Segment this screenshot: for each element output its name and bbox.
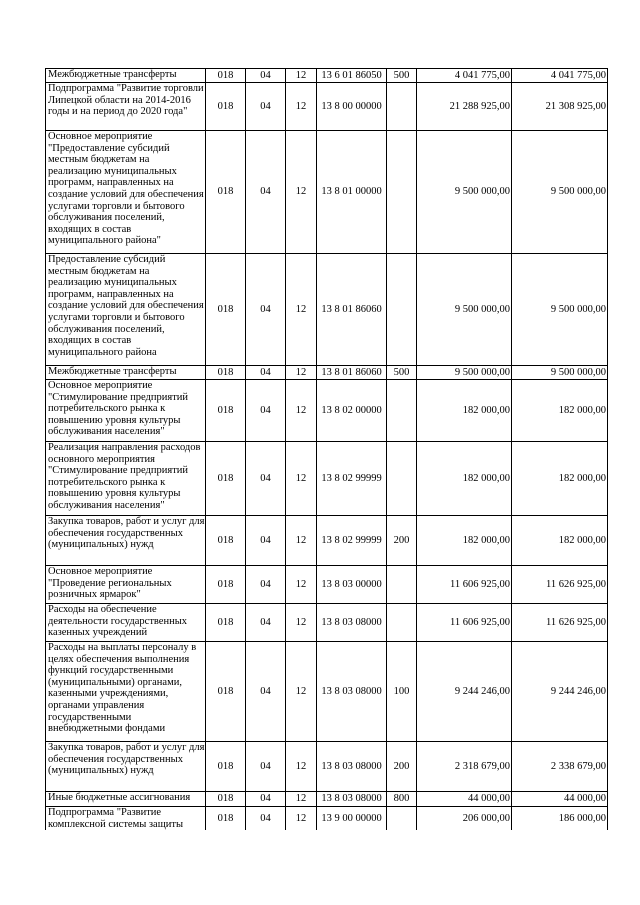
amount-year2-cell: 9 500 000,00	[512, 131, 608, 254]
subsection-cell: 12	[286, 83, 317, 131]
section-cell: 04	[246, 566, 286, 604]
ministry-code-cell: 018	[206, 69, 246, 83]
row-name-cell: Предоставление субсидий местным бюджетам на реализацию муниципальных программ, направленных на создание условий для обеспечения услугами торговли и бытового обслуживания поселений, входящих в состав муниципального района	[46, 254, 206, 366]
row-name-cell: Подпрограмма "Развитие торговли Липецкой области на 2014-2016 годы и на период до 2020 года"	[46, 83, 206, 131]
row-name-cell: Закупка товаров, работ и услуг для обеспечения государственных (муниципальных) нужд	[46, 516, 206, 566]
subsection-cell: 12	[286, 516, 317, 566]
ministry-code-cell: 018	[206, 566, 246, 604]
amount-year2-cell: 182 000,00	[512, 516, 608, 566]
section-cell: 04	[246, 604, 286, 642]
expense-type-cell: 100	[387, 642, 417, 742]
section-cell: 04	[246, 742, 286, 792]
table-row	[46, 69, 608, 83]
ministry-code-cell: 018	[206, 254, 246, 366]
target-article-cell: 13 8 03 08000	[317, 604, 387, 642]
table-row	[46, 742, 608, 792]
ministry-code-cell: 018	[206, 742, 246, 792]
ministry-code-cell: 018	[206, 442, 246, 516]
amount-year1-cell: 9 244 246,00	[417, 642, 512, 742]
amount-year1-cell: 206 000,00	[417, 807, 512, 831]
row-name-cell: Основное мероприятие "Стимулирование предприятий потребительского рынка к повышению уровня культуры обслуживания населения"	[46, 380, 206, 442]
table-row	[46, 442, 608, 516]
amount-year2-cell: 182 000,00	[512, 442, 608, 516]
table-row	[46, 516, 608, 566]
amount-year2-cell: 11 626 925,00	[512, 604, 608, 642]
row-name-cell: Основное мероприятие "Предоставление субсидий местным бюджетам на реализацию муниципальных программ, направленных на создание условий для обеспечения услугами торговли и бытового обслуживания поселений, входящих в состав муниципального района"	[46, 131, 206, 254]
ministry-code-cell: 018	[206, 642, 246, 742]
target-article-cell: 13 8 03 08000	[317, 642, 387, 742]
expense-type-cell	[387, 807, 417, 831]
amount-year1-cell: 9 500 000,00	[417, 254, 512, 366]
table-row	[46, 792, 608, 807]
amount-year1-cell: 182 000,00	[417, 442, 512, 516]
amount-year1-cell: 9 500 000,00	[417, 366, 512, 380]
expense-type-cell	[387, 380, 417, 442]
target-article-cell: 13 8 01 86060	[317, 254, 387, 366]
subsection-cell: 12	[286, 566, 317, 604]
subsection-cell: 12	[286, 69, 317, 83]
amount-year1-cell: 2 318 679,00	[417, 742, 512, 792]
section-cell: 04	[246, 516, 286, 566]
table-row	[46, 254, 608, 366]
ministry-code-cell: 018	[206, 792, 246, 807]
expense-type-cell: 500	[387, 366, 417, 380]
subsection-cell: 12	[286, 366, 317, 380]
ministry-code-cell: 018	[206, 83, 246, 131]
table-row	[46, 807, 608, 831]
subsection-cell: 12	[286, 380, 317, 442]
target-article-cell: 13 8 02 99999	[317, 442, 387, 516]
amount-year2-cell: 4 041 775,00	[512, 69, 608, 83]
row-name-cell: Закупка товаров, работ и услуг для обеспечения государственных (муниципальных) нужд	[46, 742, 206, 792]
amount-year1-cell: 4 041 775,00	[417, 69, 512, 83]
section-cell: 04	[246, 69, 286, 83]
amount-year2-cell: 9 500 000,00	[512, 366, 608, 380]
target-article-cell: 13 8 01 00000	[317, 131, 387, 254]
subsection-cell: 12	[286, 442, 317, 516]
section-cell: 04	[246, 83, 286, 131]
target-article-cell: 13 8 02 99999	[317, 516, 387, 566]
target-article-cell: 13 6 01 86050	[317, 69, 387, 83]
ministry-code-cell: 018	[206, 380, 246, 442]
subsection-cell: 12	[286, 807, 317, 831]
target-article-cell: 13 8 03 00000	[317, 566, 387, 604]
ministry-code-cell: 018	[206, 366, 246, 380]
expense-type-cell	[387, 254, 417, 366]
subsection-cell: 12	[286, 642, 317, 742]
amount-year1-cell: 44 000,00	[417, 792, 512, 807]
budget-table	[45, 68, 608, 830]
table-row	[46, 380, 608, 442]
expense-type-cell	[387, 83, 417, 131]
ministry-code-cell: 018	[206, 131, 246, 254]
expense-type-cell	[387, 604, 417, 642]
expense-type-cell: 800	[387, 792, 417, 807]
section-cell: 04	[246, 792, 286, 807]
section-cell: 04	[246, 807, 286, 831]
table-row	[46, 83, 608, 131]
expense-type-cell: 500	[387, 69, 417, 83]
row-name-cell: Расходы на выплаты персоналу в целях обеспечения выполнения функций государственными (муниципальными) органами, казенными учреждениями, органами управления государственными внебюджетными фондами	[46, 642, 206, 742]
expense-type-cell	[387, 131, 417, 254]
expense-type-cell	[387, 442, 417, 516]
expense-type-cell: 200	[387, 516, 417, 566]
amount-year2-cell: 9 500 000,00	[512, 254, 608, 366]
amount-year2-cell: 2 338 679,00	[512, 742, 608, 792]
amount-year1-cell: 182 000,00	[417, 516, 512, 566]
target-article-cell: 13 8 03 08000	[317, 792, 387, 807]
subsection-cell: 12	[286, 604, 317, 642]
amount-year2-cell: 186 000,00	[512, 807, 608, 831]
ministry-code-cell: 018	[206, 516, 246, 566]
section-cell: 04	[246, 254, 286, 366]
row-name-cell: Иные бюджетные ассигнования	[46, 792, 206, 807]
expense-type-cell: 200	[387, 742, 417, 792]
subsection-cell: 12	[286, 742, 317, 792]
ministry-code-cell: 018	[206, 604, 246, 642]
target-article-cell: 13 9 00 00000	[317, 807, 387, 831]
table-row	[46, 566, 608, 604]
target-article-cell: 13 8 00 00000	[317, 83, 387, 131]
amount-year1-cell: 9 500 000,00	[417, 131, 512, 254]
table-row	[46, 642, 608, 742]
amount-year1-cell: 11 606 925,00	[417, 566, 512, 604]
amount-year2-cell: 21 308 925,00	[512, 83, 608, 131]
row-name-cell: Межбюджетные трансферты	[46, 69, 206, 83]
ministry-code-cell: 018	[206, 807, 246, 831]
amount-year1-cell: 21 288 925,00	[417, 83, 512, 131]
row-name-cell: Подпрограмма "Развитие комплексной системы защиты	[46, 807, 206, 831]
section-cell: 04	[246, 642, 286, 742]
section-cell: 04	[246, 366, 286, 380]
amount-year1-cell: 11 606 925,00	[417, 604, 512, 642]
table-row	[46, 604, 608, 642]
target-article-cell: 13 8 01 86060	[317, 366, 387, 380]
section-cell: 04	[246, 131, 286, 254]
subsection-cell: 12	[286, 254, 317, 366]
amount-year2-cell: 11 626 925,00	[512, 566, 608, 604]
amount-year1-cell: 182 000,00	[417, 380, 512, 442]
amount-year2-cell: 182 000,00	[512, 380, 608, 442]
target-article-cell: 13 8 02 00000	[317, 380, 387, 442]
row-name-cell: Основное мероприятие "Проведение региональных розничных ярмарок"	[46, 566, 206, 604]
table-row	[46, 131, 608, 254]
amount-year2-cell: 44 000,00	[512, 792, 608, 807]
row-name-cell: Расходы на обеспечение деятельности государственных казенных учреждений	[46, 604, 206, 642]
row-name-cell: Реализация направления расходов основного мероприятия "Стимулирование предприятий потребительского рынка к повышению уровня культуры обслуживания населения"	[46, 442, 206, 516]
amount-year2-cell: 9 244 246,00	[512, 642, 608, 742]
subsection-cell: 12	[286, 792, 317, 807]
section-cell: 04	[246, 380, 286, 442]
table-row	[46, 366, 608, 380]
target-article-cell: 13 8 03 08000	[317, 742, 387, 792]
expense-type-cell	[387, 566, 417, 604]
subsection-cell: 12	[286, 131, 317, 254]
row-name-cell: Межбюджетные трансферты	[46, 366, 206, 380]
section-cell: 04	[246, 442, 286, 516]
